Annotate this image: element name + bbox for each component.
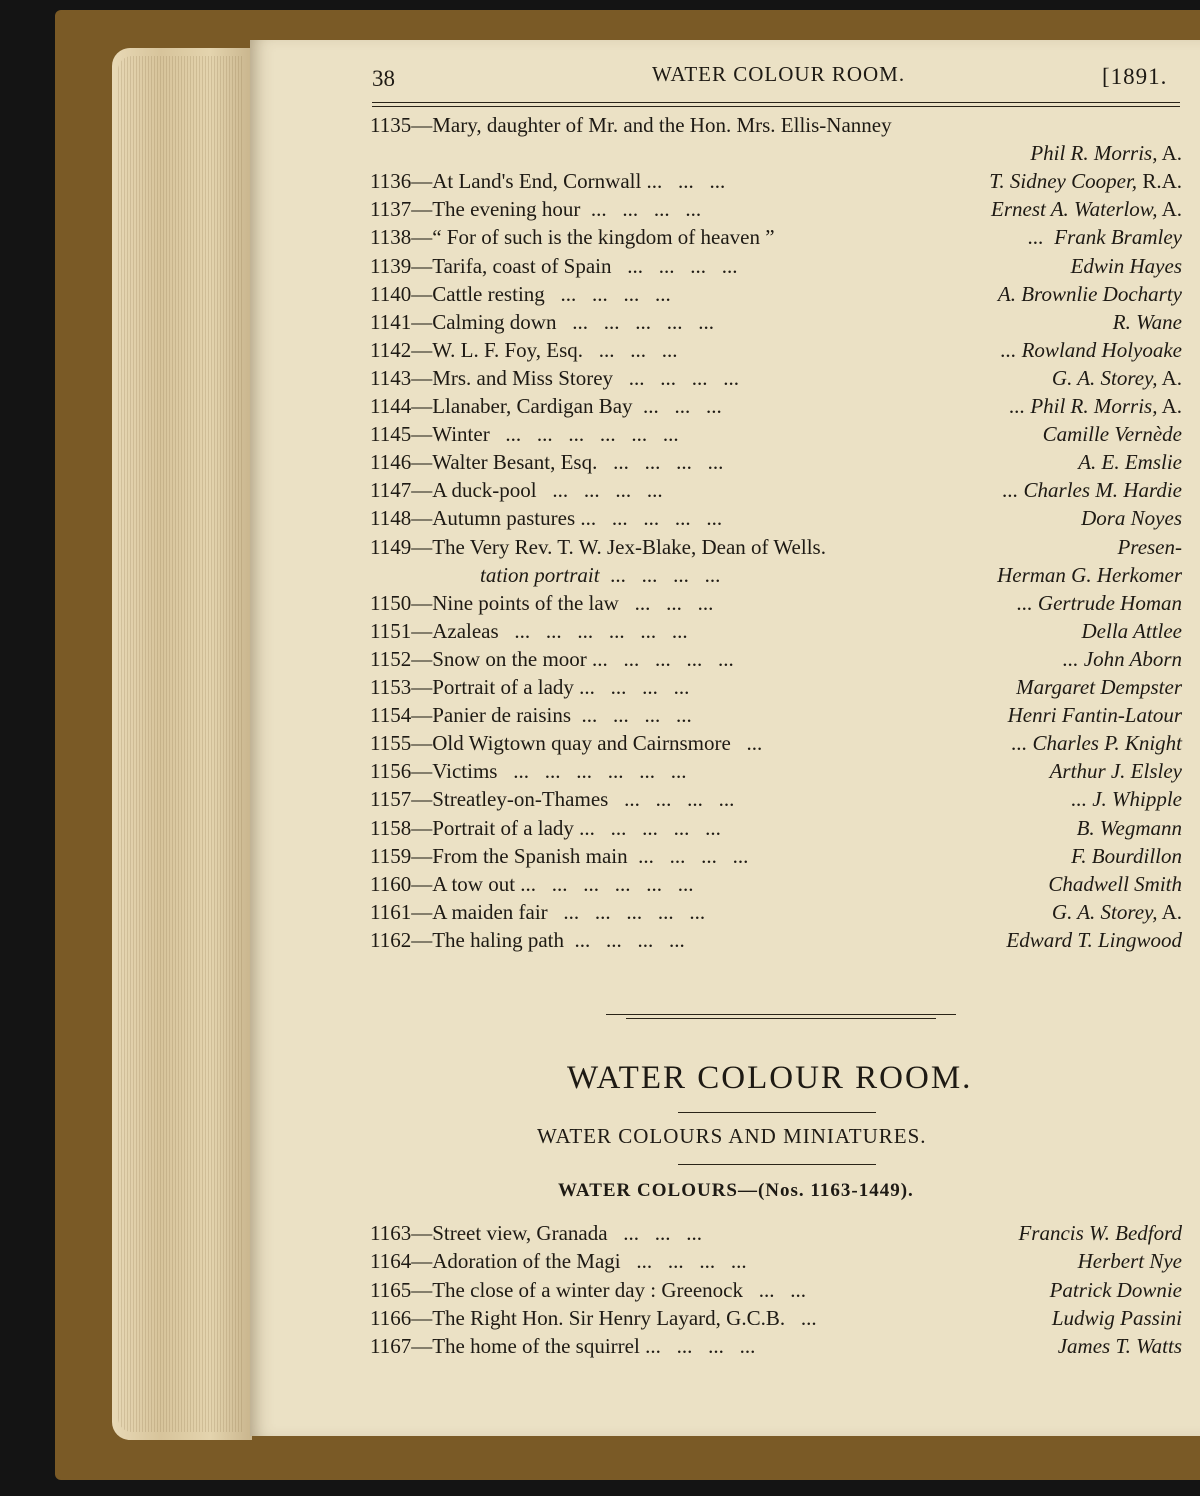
artist-name: Ernest A. Waterlow, [991, 197, 1158, 222]
entry-artist [1052, 1304, 1182, 1332]
entry-artist [1078, 448, 1182, 476]
page-year: [1891. [1102, 64, 1168, 89]
entry-artist [1009, 392, 1182, 420]
entry-title: 1153—Portrait of a lady ... ... ... ... [370, 675, 690, 699]
entry-artist [1003, 476, 1182, 504]
entry-artist [1078, 1247, 1182, 1275]
catalogue-entry [370, 420, 1182, 448]
entry-artist [1043, 420, 1182, 448]
catalogue-entry [370, 223, 1182, 251]
entry-title: 1156—Victims ... ... ... ... ... ... [370, 759, 687, 784]
catalogue-entry [370, 814, 1182, 842]
catalogue-entry [370, 898, 1182, 926]
entry-leader: ... ... ... ... [599, 562, 721, 587]
entry-artist [1050, 1276, 1182, 1304]
artist-name: B. Wegmann [1076, 815, 1182, 840]
header-rule [372, 106, 1180, 107]
page-edges [118, 56, 243, 1432]
entry-title: 1160—A tow out ... ... ... ... ... ... [370, 871, 694, 896]
catalogue-entry [370, 308, 1182, 336]
entry-artist [1018, 1219, 1182, 1247]
artist-name: Ludwig Passini [1051, 1305, 1182, 1330]
entry-title-continued: tation portrait [480, 562, 600, 587]
catalogue-entry [370, 533, 1182, 561]
artist-name: Arthur J. Elsley [1049, 759, 1182, 784]
entry-title: 1157—Streatley-on-Thames ... ... ... ... [370, 787, 735, 812]
catalogue-entry [370, 870, 1182, 898]
entry-title: 1135—Mary, daughter of Mr. and the Hon. Mrs. Ellis-Nanney [370, 113, 892, 137]
entry-title: 1144—Llanaber, Cardigan Bay ... ... ... [370, 394, 722, 418]
artist-name: F. Bourdillon [1071, 843, 1182, 868]
section-rule [678, 1112, 876, 1113]
entry-artist [1081, 504, 1182, 532]
entry-title: 1143—Mrs. and Miss Storey ... ... ... ... [370, 365, 740, 390]
entry-artist [1008, 701, 1182, 729]
catalogue-entry [370, 252, 1182, 280]
section-range: WATER COLOURS—(Nos. 1163-1449). [558, 1180, 914, 1201]
catalogue-entry [370, 195, 1182, 223]
entry-title: 1150—Nine points of the law ... ... ... [370, 590, 714, 615]
catalogue-entry [370, 1276, 1182, 1304]
artist-name: R. Wane [1112, 309, 1182, 334]
entry-title: 1145—Winter ... ... ... ... ... ... [370, 422, 679, 447]
catalogue-entry [370, 1304, 1182, 1332]
entry-artist [1117, 533, 1182, 561]
catalogue-entry [370, 701, 1182, 729]
catalogue-entry [370, 280, 1182, 308]
entry-title: 1139—Tarifa, coast of Spain ... ... ... ... [370, 253, 738, 278]
artist-name: Francis W. Bedford [1018, 1221, 1182, 1245]
catalogue-entry [370, 1247, 1182, 1275]
running-title: WATER COLOUR ROOM. [652, 62, 906, 86]
catalogue-entry [370, 645, 1182, 673]
artist-rank: R.A. [1137, 169, 1182, 194]
entry-title: 1136—At Land's End, Cornwall ... ... ... [370, 169, 726, 194]
entry-artist [1071, 252, 1182, 280]
entry-artist [1011, 729, 1182, 757]
entry-title: 1149—The Very Rev. T. W. Jex-Blake, Dean of Wells. [370, 534, 826, 559]
catalogue-entry [370, 561, 1182, 589]
entry-artist [1001, 336, 1182, 364]
artist-name: Patrick Downie [1049, 1277, 1182, 1302]
entry-artist [1063, 645, 1182, 673]
artist-rank: A. [1157, 899, 1182, 924]
entry-artist [1028, 223, 1182, 251]
entry-title: 1155—Old Wigtown quay and Cairnsmore ... [370, 731, 763, 756]
artist-name: Margaret Dempster [1016, 675, 1182, 699]
entry-artist [1017, 589, 1182, 617]
artist-rank: A. [1157, 197, 1182, 222]
artist-name: Henri Fantin-Latour [1007, 703, 1182, 728]
entry-title: 1146—Walter Besant, Esq. ... ... ... ... [370, 450, 724, 475]
catalogue-entry [370, 504, 1182, 532]
catalogue-entry [370, 364, 1182, 392]
artist-name: ... Phil R. Morris, [1009, 394, 1158, 418]
artist-name: T. Sidney Cooper, [989, 169, 1138, 194]
entry-title: 1161—A maiden fair ... ... ... ... ... [370, 899, 706, 924]
artist-name: Dora Noyes [1081, 506, 1182, 531]
entry-title: 1141—Calming down ... ... ... ... ... [370, 309, 714, 334]
entry-artist [1050, 757, 1182, 785]
entry-title: 1162—The haling path ... ... ... ... [370, 927, 685, 952]
artist-name: Herman G. Herkomer [997, 562, 1182, 587]
catalogue-entry [370, 617, 1182, 645]
catalogue-entry [370, 139, 1182, 167]
artist-name: ... John Aborn [1062, 646, 1182, 671]
ornamental-rule [626, 1018, 936, 1019]
catalogue-entry [370, 589, 1182, 617]
section-title: WATER COLOUR ROOM. [567, 1060, 973, 1096]
catalogue-entry [370, 673, 1182, 701]
catalogue-entry [370, 1332, 1182, 1360]
entry-title: 1148—Autumn pastures ... ... ... ... ... [370, 506, 723, 531]
entry-artist [989, 167, 1182, 195]
page-number: 38 [372, 66, 395, 91]
artist-name: ... Charles M. Hardie [1002, 478, 1182, 503]
catalogue-entry [370, 1219, 1182, 1247]
artist-name: A. Brownlie Docharty [997, 281, 1182, 306]
artist-name: ... Gertrude Homan [1016, 590, 1182, 615]
entry-artist [1113, 308, 1182, 336]
entry-title: 1158—Portrait of a lady ... ... ... ... ... [370, 815, 721, 840]
catalogue-entry [370, 926, 1182, 954]
entry-title: 1167—The home of the squirrel ... ... ... ... [370, 1334, 756, 1359]
artist-name: Presen- [1117, 534, 1182, 559]
entry-artist [1052, 364, 1182, 392]
artist-name: ... Charles P. Knight [1011, 731, 1182, 756]
entry-artist [1030, 139, 1182, 167]
entry-title: 1152—Snow on the moor ... ... ... ... ... [370, 646, 734, 671]
section-rule [678, 1164, 876, 1165]
section-subtitle: WATER COLOURS AND MINIATURES. [537, 1124, 927, 1148]
entry-artist [1071, 785, 1182, 813]
entry-artist [991, 195, 1182, 223]
catalogue-entry [370, 476, 1182, 504]
catalogue-entry [370, 167, 1182, 195]
entry-title: 1166—The Right Hon. Sir Henry Layard, G.C.B. ... [370, 1305, 817, 1330]
artist-name: Edwin Hayes [1070, 253, 1182, 278]
artist-name: A. E. Emslie [1078, 450, 1182, 475]
artist-rank: A. [1157, 394, 1182, 418]
artist-name: ... Frank Bramley [1028, 225, 1182, 250]
artist-name: ... Rowland Holyoake [1000, 337, 1182, 362]
catalogue-entry [370, 392, 1182, 420]
entry-title: 1154—Panier de raisins ... ... ... ... [370, 703, 692, 728]
entry-title: 1159—From the Spanish main ... ... ... ... [370, 843, 749, 868]
artist-name: G. A. Storey, [1051, 365, 1158, 390]
artist-rank: A. [1157, 365, 1182, 390]
artist-name: Phil R. Morris, [1030, 141, 1158, 166]
entry-title: 1147—A duck-pool ... ... ... ... [370, 478, 663, 503]
entry-artist [998, 280, 1182, 308]
entry-title: 1165—The close of a winter day : Greenock ... ... [370, 1277, 807, 1302]
entry-artist [1077, 814, 1182, 842]
entry-title: 1140—Cattle resting ... ... ... ... [370, 281, 671, 306]
entry-artist [1052, 898, 1182, 926]
catalogue-entry [370, 729, 1182, 757]
artist-name: James T. Watts [1057, 1334, 1182, 1359]
entry-title: 1138—“ For of such is the kingdom of heaven ” [370, 225, 775, 250]
entry-title [480, 561, 720, 589]
entry-title: 1164—Adoration of the Magi ... ... ... ... [370, 1249, 747, 1274]
artist-name: G. A. Storey, [1051, 899, 1158, 924]
entry-title: 1151—Azaleas ... ... ... ... ... ... [370, 618, 688, 643]
entry-artist [1016, 673, 1182, 701]
header-rule [372, 102, 1180, 103]
artist-name: Camille Vernède [1042, 422, 1182, 447]
entry-artist [997, 561, 1182, 589]
entry-title: 1137—The evening hour ... ... ... ... [370, 197, 702, 222]
entry-artist [1082, 617, 1183, 645]
entry-title: 1142—W. L. F. Foy, Esq. ... ... ... [370, 337, 678, 362]
artist-name: Chadwell Smith [1048, 871, 1182, 896]
entry-artist [1006, 926, 1182, 954]
artist-name: Herbert Nye [1077, 1249, 1182, 1274]
artist-name: Edward T. Lingwood [1006, 927, 1182, 952]
artist-name: Della Attlee [1081, 618, 1182, 643]
catalogue-entry [370, 111, 1182, 139]
catalogue-entry [370, 757, 1182, 785]
entry-artist [1048, 870, 1182, 898]
catalogue-entry [370, 842, 1182, 870]
entry-artist [1071, 842, 1182, 870]
catalogue-entry [370, 785, 1182, 813]
catalogue-entry [370, 336, 1182, 364]
catalogue-entry [370, 448, 1182, 476]
ornamental-rule [606, 1014, 956, 1015]
entry-artist [1058, 1332, 1182, 1360]
artist-rank: A. [1157, 141, 1182, 166]
entry-title: 1163—Street view, Granada ... ... ... [370, 1221, 703, 1245]
artist-name: ... J. Whipple [1071, 787, 1182, 812]
